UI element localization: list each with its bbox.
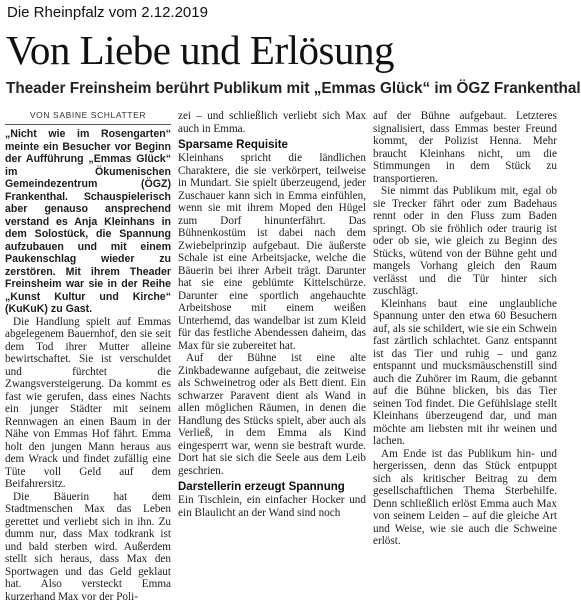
article-column-3	[373, 110, 557, 525]
body-paragraph: Sie nimmt das Publikum mit, egal ob sie Trecker fährt oder zum Badehaus rennt oder in den Fluss zum Baden springt. Ob sie fröhlich oder traurig ist oder ob sie, wie gleich zu Beginn des Stücks, wütend von der Bühne geht und mangels Vorhang gleich den Raum verlässt und die Tür hinter sich zuschlägt.	[373, 185, 557, 298]
body-paragraph: Kleinhans spricht die ländlichen Charaktere, die sie verkörpert, teilweise in Mundart. Sie spielt überzeugend, jeder Zuschauer kann sich in Emma einfühlen, wenn sie mit ihrem Moped den Hügel zum Dorf hinunterfährt. Das Bühnenkostüm ist dabei nach dem Zwiebelprinzip aufgebaut. Die äußerste Schale ist eine Arbeitsjacke, welche die Bäuerin bei ihrer Arbeit trägt. Darunter hat sie eine geblümte Kittelschürze. Darunter eine sportlich angehauchte Arbeitshose mit einem weißen Unterhemd, das wandelbar ist zum Kleid für das festliche Abendessen daheim, das Max für sie zubereitet hat.	[178, 152, 366, 352]
body-paragraph: Die Bäuerin hat dem Stadtmenschen Max das Leben gerettet und verliebt sich in ihn. Zu dumm nur, dass Max todkrank ist und bald sterben wird. Außerdem stellt sich heraus, dass Max den Sportwagen und das Geld geklaut hat. Also versteckt Emma kurzerhand Max vor der Poli-	[5, 491, 171, 603]
body-paragraph: Ein Tischlein, ein einfacher Hocker und ein Blaulicht an der Wand sind noch	[178, 494, 366, 519]
headline: Von Liebe und Erlösung	[6, 27, 394, 73]
body-paragraph: Die Handlung spielt auf Emmas abgelegenem Bauernhof, den sie seit dem Tod ihrer Mutter alleine bewirtschaftet. Sie ist verschuldet und fürchtet die Zwangsversteigerung. Da kommt es fast wie gerufen, dass eines Nachts ein junger Städter mit seinem Rennwagen an einen Baum in der Nähe von Emmas Hof fährt. Emma holt den jungen Mann heraus aus dem Wrack und findet zufällig eine Tüte voll Geld auf dem Beifahrersitz.	[5, 316, 171, 491]
source-line: Die Rheinpfalz vom 2.12.2019	[7, 4, 208, 21]
body-paragraph: Am Ende ist das Publikum hin- und hergerissen, denn das Stück entpuppt sich als kritischer Beitrag zu dem gesellschaftlichen Thema Sterbehilfe. Denn schließlich erlöst Emma auch Max von seinem Leiden – auf die gleiche Art und Weise, wie sie auch die Schweine erlöst.	[373, 448, 557, 548]
subheadline: Theader Freinsheim berührt Publikum mit „Emmas Glück“ im ÖGZ Frankenthal	[6, 79, 581, 98]
body-paragraph: auf der Bühne aufgebaut. Letzteres signalisiert, dass Emmas bester Freund kommt, der Polizist Henna. Mehr braucht Kleinhans nicht, um die Stimmungen in dem Stück zu transportieren.	[373, 110, 557, 185]
lead-paragraph: „Nicht wie im Rosengarten“ meinte ein Besucher vor Beginn der Aufführung „Emmas Glück“ im Ökumenischen Gemeindezentrum (ÖGZ) Frankenthal. Schauspielerisch aber genauso ansprechend verstand es Anja Kleinhans in dem Solostück, die Spannung aufzubauen und mit einem Paukenschlag wieder zu zerstören. Mit ihrem Theader Freinsheim war sie in der Reihe „Kunst Kultur und Kirche“ (KuKuK) zu Gast.	[5, 128, 171, 316]
section-heading: Darstellerin erzeugt Spannung	[178, 481, 366, 494]
article-column-1	[5, 110, 171, 525]
byline: VON SABINE SCHLATTER	[5, 110, 171, 125]
body-paragraph: zei – und schließlich verliebt sich Max auch in Emma.	[178, 110, 366, 135]
section-heading: Sparsame Requisite	[178, 139, 366, 152]
body-paragraph: Kleinhans baut eine unglaubliche Spannung unter den etwa 60 Besuchern auf, als sie schildert, wie sie ein Schwein fast zärtlich schlachtet. Ganz entspannt ist das Tier und ruhig – und ganz entspannt und mucksmäuschenstill sind auch die Zuhörer im Raum, die gebannt auf die Bühne blicken, bis das Tier seinen Tod findet. Die Gefühlslage stellt Kleinhans überzeugend dar, und man möchte am liebsten mit ihr weinen und lachen.	[373, 298, 557, 448]
article-column-2	[178, 110, 366, 525]
body-paragraph: Auf der Bühne ist eine alte Zinkbadewanne aufgebaut, die zeitweise als Schweinetrog oder als Bett dient. Ein schwarzer Paravent dient als Wand in allen möglichen Räumen, in denen die Handlung des Stücks spielt, aber auch als Verließ, in dem Emma als Kind eingesperrt war, wenn sie bestraft wurde. Dort hat sie sich die Seele aus dem Leib geschrien.	[178, 352, 366, 477]
